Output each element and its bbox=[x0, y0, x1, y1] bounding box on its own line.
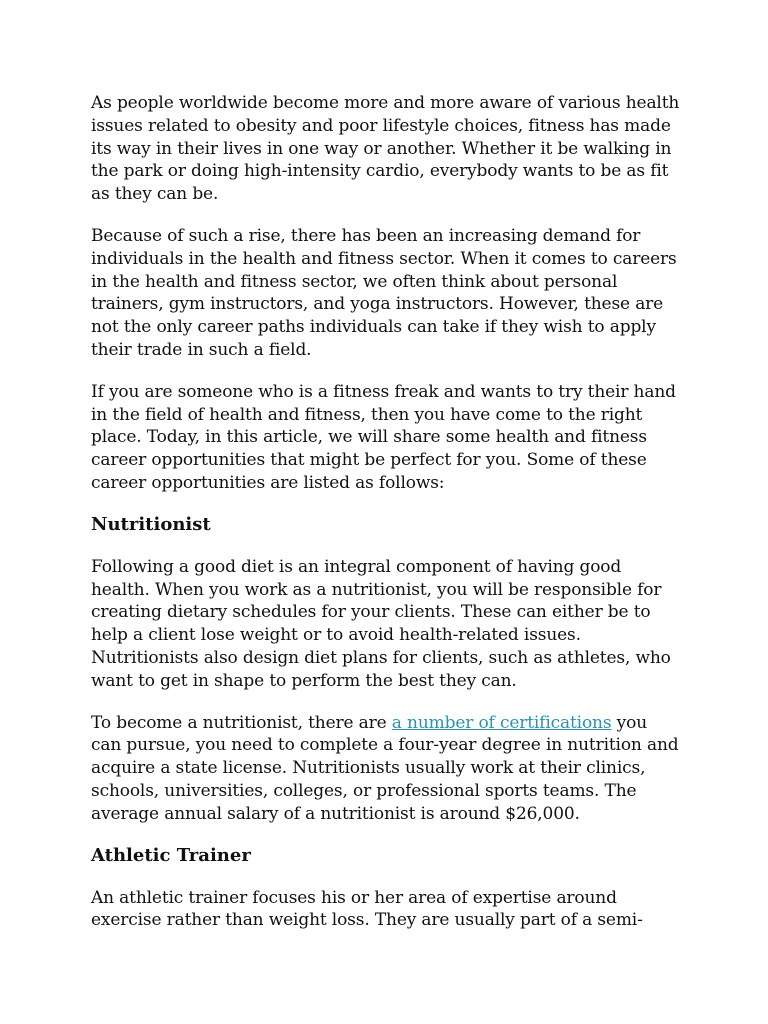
nutritionist-requirements-paragraph bbox=[91, 712, 682, 826]
requirements-text-end: you can pursue, you need to complete a four-year degree in nutrition and acquire a state license. Nutritionists usually work at their clinics, schools, universities, colleges, or professional sports teams. The average annual salary of a nutritionist is around $26,000. bbox=[91, 712, 679, 824]
demand-paragraph: Because of such a rise, there has been an increasing demand for individuals in the health and fitness sector. When it comes to careers in the health and fitness sector, we often think about personal trainers, gym instructors, and yoga instructors. However, these are not the only career paths individuals can take if they wish to apply their trade in such a field. bbox=[91, 225, 677, 360]
opportunities-paragraph: If you are someone who is a fitness freak and wants to try their hand in the field of health and fitness, then you have come to the right place. Today, in this article, we will share some health and fitness career opportunities that might be perfect for you. Some of these career opportunities are listed as follows: bbox=[91, 381, 676, 493]
heading-nutritionist: Nutritionist bbox=[91, 513, 211, 535]
heading-athletic-trainer: Athletic Trainer bbox=[91, 844, 251, 866]
certifications-link[interactable]: a number of certifications bbox=[391, 712, 612, 733]
athletic-trainer-paragraph: An athletic trainer focuses his or her area of expertise around exercise rather than weight loss. They are usually part of a semi- bbox=[91, 887, 643, 931]
requirements-text-start: To become a nutritionist, there are bbox=[91, 712, 392, 733]
intro-paragraph: As people worldwide become more and more aware of various health issues related to obesity and poor lifestyle choices, fitness has made its way in their lives in one way or another. Whether it be walking in the park or doing high-intensity cardio, everybody wants to be as fit as they can be. bbox=[91, 93, 680, 205]
nutritionist-description-paragraph: Following a good diet is an integral component of having good health. When you work as a nutritionist, you will be responsible for creating dietary schedules for your clients. These can either be to help a client lose weight or to avoid health-related issues. Nutritionists also design diet plans for clients, such as athletes, who want to get in shape to perform the best they can. bbox=[91, 556, 671, 691]
